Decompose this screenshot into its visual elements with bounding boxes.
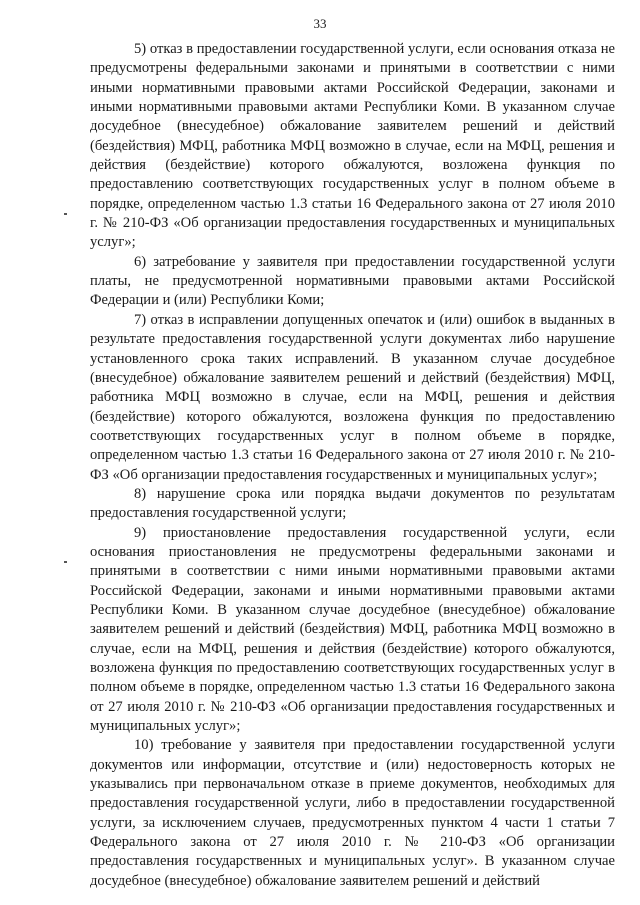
document-body [90,40,615,891]
paragraph-item-5: 5) отказ в предоставлении государственной услуги, если основания отказа не предусмотрены федеральными законами и принятыми в соответствии с ними иными нормативными правовыми актами Российской Федерации, законами и иными нормативными правовыми актами Республики Коми. В указанном случае досудебное (внесудебное) обжалование заявителем решений и действий (бездействия) МФЦ, работника МФЦ возможно в случае, если на МФЦ, решения и действия (бездействие) которого обжалуются, возложена функция по предоставлению соответствующих государственных услуг в полном объеме в порядке, определенном частью 1.3 статьи 16 Федерального закона от 27 июля 2010 г. № 210-ФЗ «Об организации предоставления государственных и муниципальных услуг»; [90,41,615,251]
paragraph-item-10: 10) требование у заявителя при предоставлении государственной услуги документов или информации, отсутствие и (или) недостоверность которых не указывались при первоначальном отказе в приеме документов, необходимых для предоставления государственной услуги, либо в предоставлении государственной услуги, за исключением случаев, предусмотренных пунктом 4 части 1 статьи 7 Федерального закона от 27 июля 2010 г. № 210-ФЗ «Об организации предоставления государственных и муниципальных услуг». В указанном случае досудебное (внесудебное) обжалование заявителем решений и действий [90,737,615,889]
paragraph-item-8: 8) нарушение срока или порядка выдачи документов по результатам предоставления государственной услуги; [90,485,615,522]
paragraph-item-7: 7) отказ в исправлении допущенных опечаток и (или) ошибок в выданных в результате предоставления государственной услуги документах либо нарушение установленного срока таких исправлений. В указанном случае досудебное (внесудебное) обжалование заявителем решений и действий (бездействия) МФЦ, работника МФЦ возможно в случае, если на МФЦ, решения и действия (бездействие) которого обжалуются, возложена функция по предоставлению соответствующих государственных услуг в полном объеме в порядке, определенном частью 1.3 статьи 16 Федерального закона от 27 июля 2010 г. № 210-ФЗ «Об организации предоставления государственных и муниципальных услуг»; [90,311,615,483]
margin-mark [64,561,67,563]
paragraph-item-6: 6) затребование у заявителя при предоставлении государственной услуги платы, не предусмотренной нормативными правовыми актами Российской Федерации и (или) Республики Коми; [90,253,615,309]
page-number: 33 [313,16,327,31]
paragraph-item-9: 9) приостановление предоставления государственной услуги, если основания приостановления не предусмотрены федеральными законами и принятыми в соответствии с ними иными нормативными правовыми актами Российской Федерации, законами и иными нормативными правовыми актами Республики Коми. В указанном случае досудебное (внесудебное) обжалование заявителем решений и действий (бездействия) МФЦ, работника МФЦ возможно в случае, если на МФЦ, решения и действия (бездействие) которого обжалуются, возложена функция по предоставлению соответствующих государственных услуг в полном объеме в порядке, определенном частью 1.3 статьи 16 Федерального закона от 27 июля 2010 г. № 210-ФЗ «Об организации предоставления государственных и муниципальных услуг»; [90,524,615,735]
margin-mark [64,213,67,215]
